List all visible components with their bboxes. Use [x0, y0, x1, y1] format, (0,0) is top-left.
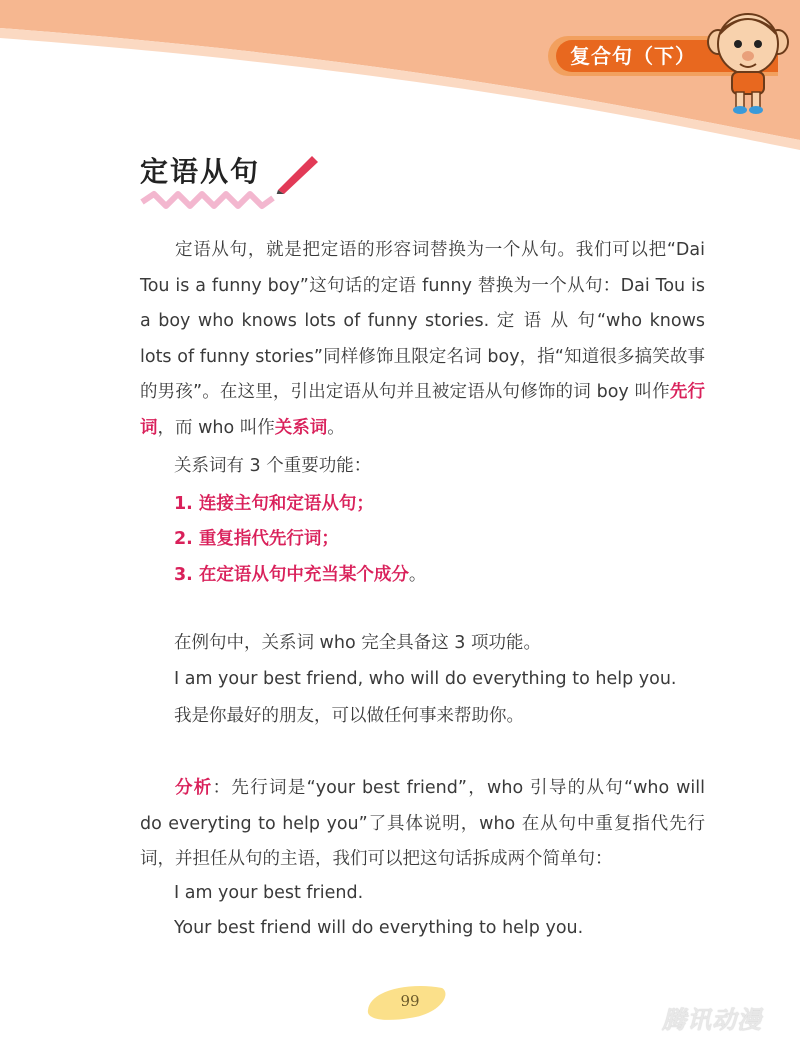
mascot-boy-icon: [696, 6, 796, 116]
function-item-3-end: 。: [408, 565, 427, 585]
function-item-3-text: 3. 在定语从句中充当某个成分: [174, 565, 409, 585]
functions-intro: 关系词有 3 个重要功能：: [174, 456, 372, 476]
function-item-3: [174, 558, 426, 593]
analysis-text: ：先行词是“your best friend”，who 引导的从句“who will do everyting to help you”了具体说明，who 在从句中重复指代先行词，并担任从句的主语，我们可以把这句话拆成两个简单句：: [140, 778, 705, 869]
function-item-2: 2. 重复指代先行词；: [174, 529, 339, 549]
pencil-icon: [272, 150, 322, 194]
function-item-1: 1. 连接主句和定语从句；: [174, 494, 374, 514]
paragraph-text: 定语从句，就是把定语的形容词替换为一个从句。我们可以把“Dai Tou is a funny boy”这句话的定语 funny 替换为一个从句：Dai Tou is a boy who knows lots of funny stories. 定 语 从 句“who knows lots of funny stories”同样修饰且限定名词 boy，指“知道很多搞笑故事的男孩”。在这里，引出定语从句并且被定语从句修饰的词 boy 叫作: [140, 240, 705, 402]
header-band: [0, 0, 800, 160]
paragraph-analysis: [140, 771, 705, 878]
title-underline-wave: [140, 190, 275, 212]
term-relative-word: 关系词: [274, 417, 328, 438]
chapter-label: 复合句（下）: [556, 40, 778, 72]
analysis-sentence-1: I am your best friend.: [174, 883, 364, 903]
paragraph-definition: [140, 233, 705, 446]
paragraph-text: ，而 who 叫作: [157, 417, 275, 438]
analysis-sentence-2: Your best friend will do everything to help you.: [174, 918, 584, 938]
example-chinese: 我是你最好的朋友，可以做任何事来帮助你。: [174, 706, 524, 726]
example-intro: 在例句中，关系词 who 完全具备这 3 项功能。: [174, 633, 541, 653]
watermark: 腾讯动漫: [662, 1006, 762, 1034]
example-english: I am your best friend, who will do everything to help you.: [174, 669, 677, 689]
section-title: 定语从句: [140, 155, 261, 188]
page-number: 99: [400, 992, 420, 1010]
analysis-label: 分析: [175, 778, 213, 798]
paragraph-text: 。: [327, 417, 345, 438]
term-antecedent: 先行词: [140, 382, 705, 438]
